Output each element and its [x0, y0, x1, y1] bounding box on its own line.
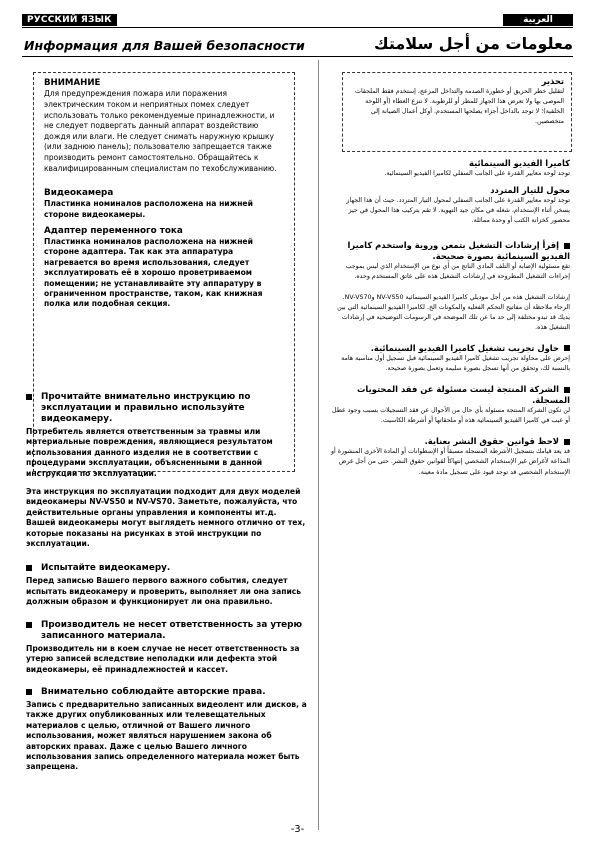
- section-copyright-text-arabic: قد يعد قيامك بتسجيل الأشرطة المسجلة مسبقاً أو الإسطوانات أو المادة الأخرى المنشورة أو المذاعة لأغراض غير الإستخدام الشخصي إنتهاكاً لقوانين حقوق النشر. حتى من أجل غرض الإستخدام الشخصي قد توجد قيود على تسجيل مادة معينة.: [330, 448, 570, 476]
- adapter-text: Пластинка номиналов расположена на нижней стороне адаптера. Так как эта аппаратура нагревается во время использования, следует эксплуатировать её в хорошо проветриваемом помещении; не устанавливайте эту аппаратуру в ограниченном пространстве, таком, как книжная полка или подобная секция.: [44, 236, 263, 309]
- section-test-camera-title-arabic: حاول تجريب تشغيل كاميرا الفيديو السينمائية.: [370, 342, 559, 353]
- square-bullet-icon: [564, 387, 570, 393]
- section-test-camera-heading-arabic: [330, 343, 570, 354]
- page-number: -3-: [290, 824, 305, 835]
- page-title-arabic: معلومات من أجل سلامتك: [373, 34, 573, 53]
- square-bullet-icon: [26, 689, 32, 695]
- adapter-heading: Адаптер переменного тока: [44, 225, 183, 236]
- section-liability-heading-arabic: [330, 384, 570, 406]
- section-test-camera-title: Испытайте видеокамеру.: [41, 563, 171, 574]
- section-liability-heading: [26, 620, 308, 642]
- warning-title: ВНИМАНИЕ: [44, 78, 101, 88]
- camera-text-arabic: توجد لوحة معايير القدرة على الجانب السفلي لكاميرا الفيديو السينمائية.: [384, 170, 570, 177]
- section-read-instructions-heading-arabic: [330, 240, 570, 262]
- section-read-instructions-title-arabic: إقرأ إرشادات التشغيل بتمعن وروية واستخدم كاميرا الفيديو السينمائية بصورة صحيحة.: [347, 240, 570, 262]
- warning-title-arabic: تحذير: [541, 76, 564, 86]
- section-liability-title-arabic: الشركة المنتجة ليست مسئولة عن فقد المحتويات المسجلة.: [357, 384, 570, 406]
- language-tab-russian: РУССКИЙ ЯЗЫК: [22, 14, 117, 26]
- language-tab-arabic: العربية: [503, 14, 573, 26]
- section-read-instructions-heading: [26, 392, 308, 425]
- page-title-russian: Информация для Вашей безопасности: [24, 38, 305, 53]
- header-rule: [22, 27, 573, 28]
- section-read-instructions-title: Прочитайте внимательно инструкцию по эксплуатации и правильно используйте видеокамеру.: [41, 392, 251, 424]
- camera-heading: Видеокамера: [44, 188, 114, 199]
- square-bullet-icon: [26, 394, 32, 400]
- camera-text: Пластинка номиналов расположена на нижней стороне видеокамеры.: [44, 199, 253, 219]
- section-copyright-title: Внимательно соблюдайте авторские права.: [41, 686, 266, 697]
- square-bullet-icon: [26, 622, 32, 628]
- section-models-text-arabic: إرشادات التشغيل هذه من أجل موديلي كاميرا الفيديو السينمائية NV-VS50 وNV-VS70. الرجاء ملاحظة أن مفاتيح التحكم الفعلية والمكونات الخ. لكاميرا الفيديو السينمائية التي بين يديك قد تبدو مختلفة إلى حد ما عن تلك الموضحة في الرسومات التوضيحية في إرشادات التشغيل هذه.: [337, 293, 570, 331]
- title-rule: [22, 56, 573, 57]
- section-liability-title: Производитель не несет ответственность за утерю записанного материала.: [41, 619, 302, 641]
- section-liability-text: Производитель ни в коем случае не несет ответственность за утерю записей вследствие неполадки или дефекта этой видеокамеры, её принадлежностей и кассет.: [26, 643, 300, 674]
- section-liability-text-arabic: لن تكون الشركة المنتجة مسئولة بأي حال من الأحوال عن فقد التسجيلات بسبب وجود عطل أو عيب في كاميرا الفيديو السينمائية هذه أو ملحقاتها أو أشرطة الكاسيت.: [332, 407, 570, 425]
- section-copyright-text: Запись с предварительно записанных видеолент или дисков, а также других опубликованных или телевещательных материалов с целью, отличной от Вашего личного использования, может являться нарушением закона об авторских правах. Даже с целью Вашего личного использования запись определенного материала может быть запрещена.: [26, 699, 307, 772]
- column-divider: [318, 60, 319, 830]
- square-bullet-icon: [564, 243, 570, 249]
- square-bullet-icon: [564, 345, 570, 351]
- section-models-text: Эта инструкция по эксплуатации подходит для двух моделей видеокамеры NV-VS50 и NV-VS70. Заметьте, пожалуйста, что действительные органы управления и компоненты ит.д. Вашей видеокамеры могут выглядеть немного отлично от тех, которые показаны на рисунках в этой инструкции по эксплуатации.: [26, 487, 306, 549]
- section-read-instructions-text: Потребитель является ответственным за травмы или материальные повреждения, являющиеся результатом использования данного изделия не в соответствии с процедурами эксплуатации, объясненными в данной инструкции по эксплуатации.: [26, 427, 273, 478]
- adapter-heading-arabic: محول للتيار المتردد: [490, 185, 570, 196]
- square-bullet-icon: [26, 565, 32, 571]
- warning-text: Для предупреждения пожара или поражения электрическим током и неприятных помех следует использовать только рекомендуемые принадлежности, и не следует подвергать данный аппарат воздействию дождя или влаги. Не следует снимать наружную крышку (или заднюю панель); пользователю запрещается также производить ремонт самостоятельно. Обращайтесь к квалифицированным специалистам по техобслуживанию.: [44, 89, 277, 173]
- section-read-instructions-text-arabic: تقع مسئولية الإصابة أو التلف المادي الناتج من أي نوع من الإستخدام الذي ليس بموجب إجراءات التشغيل المطروحة في إرشادات التشغيل هذه على عاتق المستخدم وحده.: [345, 263, 570, 281]
- adapter-text-arabic: توجد لوحة معايير القدرة على الجانب السفلي لمحول التيار المتردد. حيث أن هذا الجهاز يسخن أثناء الإستخدام، شغله في مكان جيد التهوية. لا تقم بتركيب هذا المحول في حيز محصور كخزانة الكتب أو وحدة مماثلة.: [346, 197, 570, 225]
- square-bullet-icon: [564, 439, 570, 445]
- warning-text-arabic: لتقليل خطر الحريق أو خطورة الصدمة والتداخل المزعج، إستخدم فقط الملحقات الموصى بها ولا تعرض هذا الجهاز للمطر أو للرطوبة. لا تنزع الغطاء (أو اللوحة الخلفية)؛ لا توجد بالداخل أجزاء يصلحها المستخدم. أوكل أعمال الصيانة إلى متخصصين.: [355, 88, 564, 126]
- section-copyright-heading-arabic: [330, 436, 570, 447]
- section-copyright-title-arabic: لاحظ قوانين حقوق النشر بعناية.: [424, 436, 559, 447]
- section-copyright-heading: [26, 687, 308, 698]
- camera-heading-arabic: كاميرا الفيديو السينمائية: [468, 158, 570, 168]
- section-test-camera-text-arabic: إحرص على محاولة تجريب تشغيل كاميرا الفيديو السينمائية قبل تسجيل أول مناسبة هامة بالنسبة لك، وتحقق من أنها تسجل بصورة سليمة وتعمل بصورة صحيحة.: [341, 354, 570, 373]
- section-test-camera-text: Перед записью Вашего первого важного события, следует испытать видеокамеру и проверить, выполняет ли она запись должным образом и функционирует ли она правильно.: [26, 576, 302, 607]
- section-test-camera-heading: [26, 563, 308, 574]
